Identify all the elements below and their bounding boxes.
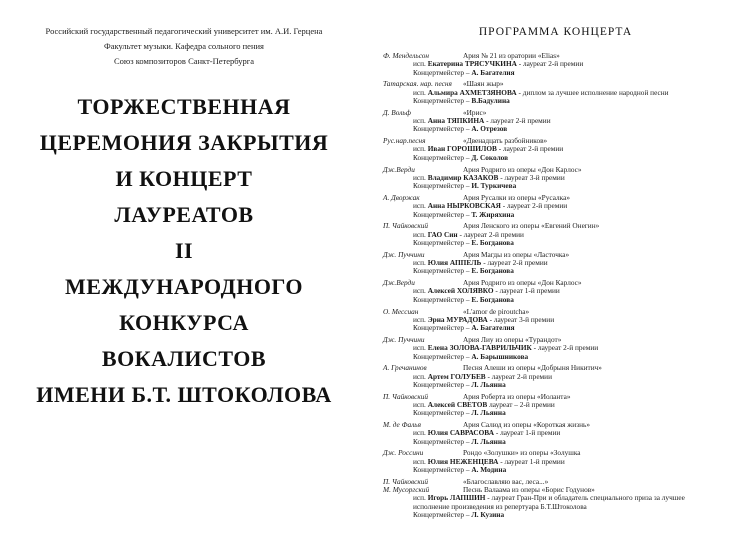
performer-award: - лауреат 1-й премии: [493, 286, 560, 296]
performer-prefix: исп.: [413, 286, 428, 296]
performer-award: - лауреат 1-й премии: [494, 428, 561, 438]
concertmaster-line: [413, 125, 721, 133]
program-entry: [383, 194, 721, 219]
concertmaster-label: Концертмейстер –: [413, 152, 472, 162]
concertmaster-name: Л. Кузина: [471, 510, 505, 520]
performer-name: Алексей ХОЛЯВКО: [427, 286, 494, 296]
concertmaster-label: Концертмейстер –: [413, 237, 472, 247]
concertmaster-name: А. Модина: [471, 465, 507, 475]
performer-award: - лауреат 2-й премии: [516, 59, 584, 69]
performer-prefix: исп.: [413, 59, 428, 69]
concertmaster-line: [413, 296, 721, 304]
concertmaster-name: Л. Льянна: [471, 436, 506, 446]
concertmaster-label: Концертмейстер –: [413, 436, 472, 446]
piece-title: Песня Алеши из оперы «Добрыня Никитич»: [463, 363, 602, 373]
program-entries: [383, 52, 721, 519]
performer-prefix: исп.: [413, 399, 428, 409]
piece-title: Ария Ленского из оперы «Евгений Онегин»: [463, 221, 600, 231]
piece-title: Рондо «Золушки» из оперы «Золушка: [463, 448, 581, 458]
program-entry: [383, 137, 721, 162]
performer-prefix: исп.: [413, 144, 428, 154]
composer-name: А. Дворжак: [383, 192, 420, 202]
concertmaster-label: Концертмейстер –: [413, 266, 472, 276]
concertmaster-label: Концертмейстер –: [413, 294, 472, 304]
performer-name: Альмира АХМЕТЗЯНОВА: [427, 87, 517, 97]
composer-name: Дж. Пуччини: [383, 249, 425, 259]
composer-name: П. Чайковский: [383, 476, 429, 486]
performer-prefix: исп.: [413, 116, 428, 126]
concertmaster-line: [413, 353, 721, 361]
concertmaster-line: [413, 211, 721, 219]
piece-title: Ария Родриго из оперы «Дон Карлос»: [463, 164, 582, 174]
performer-award: - лауреат 1-й премии: [498, 456, 565, 466]
concertmaster-name: В.Бадулина: [471, 95, 510, 105]
performer-prefix: исп.: [413, 314, 428, 324]
performer-name: Анна ТЯПКИНА: [427, 116, 485, 126]
concertmaster-line: [413, 267, 721, 275]
piece-title: «L'amor de piroutcha»: [463, 306, 530, 316]
performer-award: - лауреат 3-й премии: [498, 172, 565, 182]
concertmaster-label: Концертмейстер –: [413, 510, 472, 520]
performer-prefix: исп.: [413, 258, 428, 268]
title-line: II: [174, 238, 194, 263]
concertmaster-line: [413, 381, 721, 389]
composer-name: Рус.нар.песня: [383, 136, 426, 146]
concertmaster-label: Концертмейстер –: [413, 379, 472, 389]
concertmaster-line: [413, 438, 721, 446]
concertmaster-label: Концертмейстер –: [413, 95, 472, 105]
concertmaster-line: [413, 97, 721, 105]
program-entry: [383, 109, 721, 134]
performer-award: лауреат – 2-й премии: [487, 399, 555, 409]
piece-title: Ария Магды из оперы «Ласточка»: [463, 249, 570, 259]
concertmaster-label: Концертмейстер –: [413, 181, 472, 191]
performer-prefix: исп.: [413, 428, 428, 438]
concertmaster-line: [413, 409, 721, 417]
composer-name: Дж. Россини: [383, 448, 424, 458]
right-page: [368, 0, 736, 539]
composer-name: Д. Вольф: [383, 107, 411, 117]
performer-award: - лауреат 2-й премии: [531, 343, 599, 353]
title-line: КОНКУРСА: [119, 310, 249, 335]
concertmaster-label: Концертмейстер –: [413, 323, 472, 333]
concertmaster-name: А. Барышникова: [471, 351, 529, 361]
program-entry: [383, 308, 721, 333]
performer-name: Юлия САВРАСОВА: [427, 428, 494, 438]
performer-name: Анна НЫРКОВСКАЯ: [427, 201, 501, 211]
performer-line: [413, 494, 721, 511]
performer-award: - лауреат 2-й премии: [457, 229, 524, 239]
concertmaster-line: [413, 511, 721, 519]
piece-title: Ария № 21 из оратории «Elias»: [463, 51, 560, 60]
program-entry: [383, 52, 721, 77]
performer-award: - диплом за лучшее исполнение народной песни: [516, 87, 669, 97]
performer-prefix: исп.: [413, 493, 428, 503]
title-line: ТОРЖЕСТВЕННАЯ: [77, 94, 291, 119]
concertmaster-label: Концертмейстер –: [413, 465, 472, 475]
concertmaster-name: Л. Льянна: [471, 408, 506, 418]
composer-name: Татарская. нар. песня: [383, 79, 452, 89]
faculty-line: Факультет музыки. Кафедра сольного пения: [104, 41, 264, 51]
event-title: [0, 89, 368, 413]
performer-name: Иван ГОРОШИЛОВ: [427, 144, 497, 154]
composer-name: П. Чайковский: [383, 391, 429, 401]
concertmaster-name: И. Туркичева: [471, 181, 517, 191]
concertmaster-line: [413, 466, 721, 474]
performer-name: Екатерина ТРЯСУЧКИНА: [427, 59, 517, 69]
concertmaster-line: [413, 182, 721, 190]
concertmaster-label: Концертмейстер –: [413, 67, 472, 77]
concertmaster-name: А. Отрезов: [471, 124, 508, 134]
title-line: ЛАУРЕАТОВ: [114, 202, 254, 227]
performer-prefix: исп.: [413, 87, 428, 97]
program-entry: [383, 449, 721, 474]
composer-name: М. де Фалья: [383, 420, 421, 430]
concertmaster-name: А. Багателия: [471, 67, 515, 77]
performer-name: Юлия НЕЖЕНЦЕВА: [427, 456, 499, 466]
piece-title: «Двенадцать разбойников»: [463, 136, 548, 146]
concertmaster-label: Концертмейстер –: [413, 408, 472, 418]
performer-name: ГАО Син: [427, 229, 458, 239]
piece-title: «Ирис»: [463, 107, 487, 117]
concertmaster-name: Л. Льянна: [471, 379, 506, 389]
performer-award: - лауреат 2-й премии: [481, 258, 548, 268]
piece-title: Ария Лиу из оперы «Турандот»: [463, 334, 562, 344]
composer-name: Дж.Верди: [383, 164, 415, 174]
title-line: ЦЕРЕМОНИЯ ЗАКРЫТИЯ: [39, 130, 329, 155]
composer-name: П. Чайковский: [383, 221, 429, 231]
title-line: ИМЕНИ Б.Т. ШТОКОЛОВА: [36, 382, 332, 407]
program-entry: [383, 251, 721, 276]
composer-name: Ф. Мендельсон: [383, 51, 430, 60]
concertmaster-line: [413, 324, 721, 332]
program-entry: [383, 80, 721, 105]
piece-title: Ария Русалки из оперы «Русалка»: [463, 192, 570, 202]
title-line: МЕЖДУНАРОДНОГО: [65, 274, 303, 299]
concertmaster-line: [413, 69, 721, 77]
performer-award: - лауреат 3-й премии: [487, 314, 555, 324]
piece-title: Ария Салюд из оперы «Короткая жизнь»: [463, 420, 590, 430]
title-line: ВОКАЛИСТОВ: [101, 346, 267, 371]
concertmaster-name: Д. Соколов: [471, 152, 509, 162]
performer-award: - лауреат Гран-При и обладатель специального приза за лучшее исполнение произведения из репертуара Б.Т.Штоколова: [413, 493, 685, 511]
program-entry: [383, 393, 721, 418]
program-entry: [383, 364, 721, 389]
title-line: И КОНЦЕРТ: [115, 166, 253, 191]
performer-award: - лауреат 2-й премии: [484, 116, 551, 126]
performer-prefix: исп.: [413, 172, 428, 182]
program-entry: [383, 279, 721, 304]
institution-header: [0, 0, 368, 69]
performer-name: Алексей СВЕТОВ: [427, 399, 488, 409]
program-entry: [383, 421, 721, 446]
union-line: Союз композиторов Санкт-Петербурга: [113, 56, 255, 66]
performer-award: - лауреат 2-й премии: [500, 201, 568, 211]
composer-name: О. Мессиан: [383, 306, 419, 316]
performer-name: Игорь ЛАПШИН: [427, 493, 486, 503]
performer-prefix: исп.: [413, 343, 428, 353]
concertmaster-label: Концертмейстер –: [413, 351, 472, 361]
concertmaster-name: Т. Жиряхина: [471, 209, 515, 219]
piece-title: Ария Родриго из оперы «Дон Карлос»: [463, 278, 582, 288]
composer-name: М. Мусоргский: [383, 485, 430, 495]
composer-name: Дж.Верди: [383, 278, 415, 288]
piece-title: Песнь Валаама из оперы «Борис Годунов»: [463, 485, 595, 495]
concertmaster-label: Концертмейстер –: [413, 209, 472, 219]
performer-name: Владимир КАЗАКОВ: [427, 172, 499, 182]
institution-line: Российский государственный педагогический университет им. А.И. Герцена: [45, 26, 323, 36]
performer-prefix: исп.: [413, 456, 428, 466]
performer-name: Юлия АППЕЛЬ: [427, 258, 482, 268]
performer-name: Артем ГОЛУБЕВ: [427, 371, 486, 381]
performer-prefix: исп.: [413, 371, 428, 381]
concertmaster-line: [413, 154, 721, 162]
piece-title: Ария Роберта из оперы «Иоланта»: [463, 391, 571, 401]
program-entry: [383, 478, 721, 519]
concertmaster-name: Е. Богданова: [471, 266, 514, 276]
concertmaster-label: Концертмейстер –: [413, 124, 472, 134]
program-entry: [383, 166, 721, 191]
concertmaster-name: Е. Богданова: [471, 237, 514, 247]
performer-name: Эрна МУРАДОВА: [427, 314, 488, 324]
performer-name: Елена ЗОЛОВА-ГАВРИЛЬЧИК: [427, 343, 532, 353]
program-heading: ПРОГРАММА КОНЦЕРТА: [478, 26, 633, 38]
program-entry: [383, 222, 721, 247]
concertmaster-name: А. Багателия: [471, 323, 515, 333]
piece-title: «Шаян жыр»: [463, 79, 504, 89]
composer-name: А. Гречанинов: [383, 363, 427, 373]
concertmaster-line: [413, 239, 721, 247]
program-entry: [383, 336, 721, 361]
performer-prefix: исп.: [413, 229, 428, 239]
composer-name: Дж. Пуччини: [383, 334, 425, 344]
performer-prefix: исп.: [413, 201, 428, 211]
performer-award: - лауреат 2-й премии: [485, 371, 552, 381]
performer-award: - лауреат 2-й премии: [496, 144, 564, 154]
piece-title: «Благославляю вас, леса...»: [463, 476, 549, 486]
concertmaster-name: Е. Богданова: [471, 294, 514, 304]
